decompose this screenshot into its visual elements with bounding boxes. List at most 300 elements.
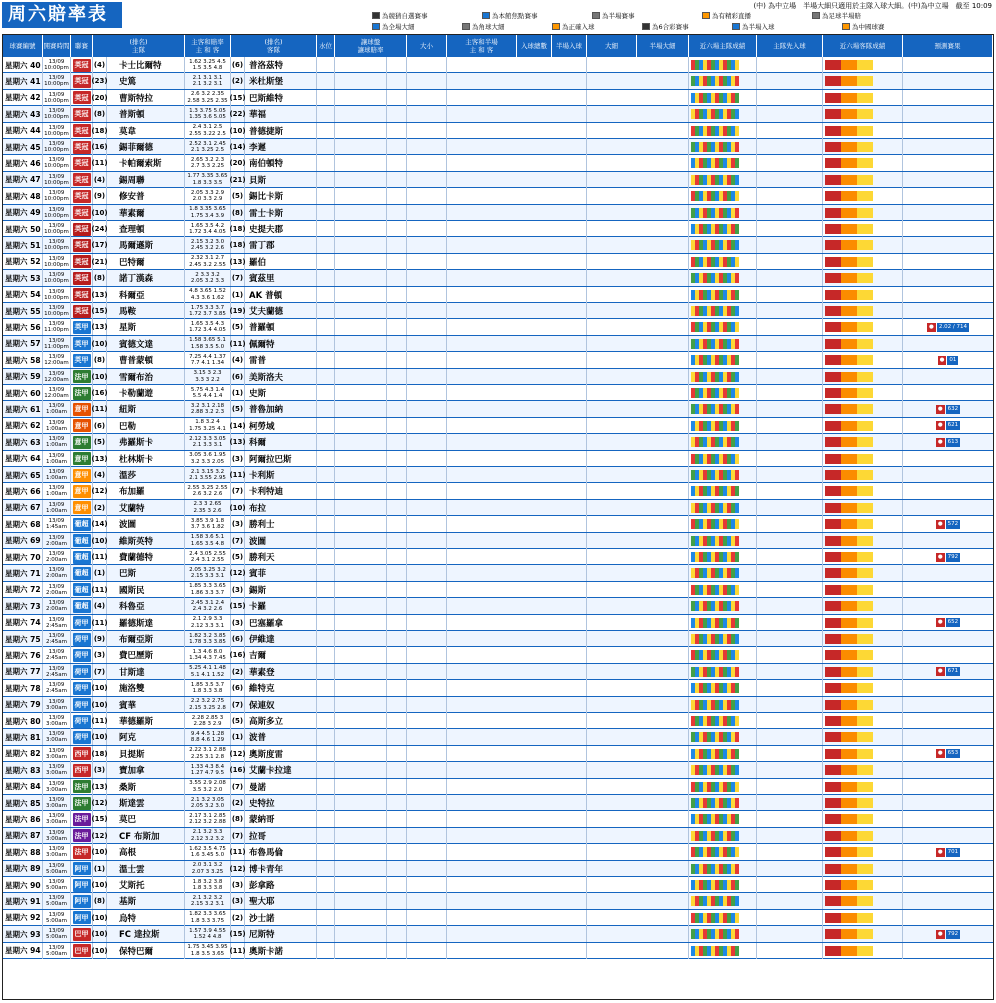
form-stripe [869, 634, 873, 644]
odds-line: 3.05 3.6 1.95 [189, 452, 226, 459]
prediction-tag[interactable] [936, 930, 960, 939]
water-cell [317, 319, 335, 335]
water-cell [317, 582, 335, 598]
prediction-badge-icon: ● [937, 930, 943, 937]
form-stripes [691, 650, 739, 660]
away-rank: (18) [231, 221, 245, 237]
ou-cell [387, 254, 407, 270]
halftime-ou-cell [587, 451, 689, 467]
match-id: 星期六 94 [3, 943, 43, 959]
home-rank: (9) [93, 188, 107, 204]
table-row[interactable] [3, 631, 993, 647]
table-row[interactable] [3, 106, 993, 122]
match-id: 星期六 87 [3, 828, 43, 844]
prediction-cell [903, 746, 993, 762]
form-stripe [869, 782, 873, 792]
kickoff-time [43, 795, 71, 811]
kickoff-time-part: 13/09 [48, 206, 65, 213]
prediction-tag[interactable] [936, 438, 960, 447]
league-cell [71, 188, 93, 204]
water-cell [317, 861, 335, 877]
goals-cell [447, 877, 587, 893]
home-odds [185, 90, 231, 106]
league-badge: 荷甲 [73, 633, 91, 646]
kickoff-time-part: 13/09 [48, 452, 65, 459]
odds-line: 5.75 4.3 1.4 [190, 386, 225, 393]
water-cell [317, 90, 335, 106]
odds-line: 2.25 3.1 2.8 [190, 753, 225, 760]
kickoff-time-part: 10:00pm [44, 163, 69, 170]
form-stripes [691, 683, 739, 693]
table-row[interactable] [3, 401, 993, 417]
kickoff-time [43, 90, 71, 106]
form-stripe [869, 273, 873, 283]
handicap-cell [335, 221, 387, 237]
table-row[interactable] [3, 762, 993, 778]
form-stripes [691, 552, 739, 562]
kickoff-time-part: 13/09 [48, 223, 65, 229]
legend-label: 為本館焦點賽事 [492, 12, 538, 20]
prediction-tag[interactable] [936, 749, 960, 758]
away-rank: (13) [231, 254, 245, 270]
home-team: 科魯亞 [107, 598, 185, 614]
table-row[interactable] [3, 303, 993, 319]
home-odds [185, 795, 231, 811]
goals-cell [447, 795, 587, 811]
away-team: 伊維達 [245, 631, 317, 647]
form-stripe [869, 519, 873, 529]
league-cell [71, 943, 93, 959]
home-odds [185, 893, 231, 909]
table-row[interactable] [3, 549, 993, 565]
table-row[interactable] [3, 270, 993, 286]
match-id: 星期六 49 [3, 205, 43, 221]
first-goal-cell [757, 664, 823, 680]
form-stripes [691, 568, 739, 578]
prediction-cell [903, 647, 993, 663]
first-goal-cell [757, 287, 823, 303]
away-rank: (5) [231, 549, 245, 565]
kickoff-time-part: 1:00am [45, 458, 68, 465]
halftime-odds-cell [407, 90, 447, 106]
table-row[interactable] [3, 205, 993, 221]
league-cell [71, 729, 93, 745]
table-row[interactable] [3, 483, 993, 499]
table-row[interactable] [3, 615, 993, 631]
ou-cell [387, 106, 407, 122]
goals-cell [447, 516, 587, 532]
form-stripes [691, 240, 739, 250]
table-row[interactable] [3, 795, 993, 811]
home-odds [185, 254, 231, 270]
table-row[interactable] [3, 598, 993, 614]
league-badge: 意甲 [73, 469, 91, 482]
halftime-odds-cell [407, 319, 447, 335]
table-row[interactable] [3, 155, 993, 171]
away-form [823, 221, 903, 237]
home-team: 巴特爾 [107, 254, 185, 270]
prediction-tag[interactable] [936, 520, 960, 529]
table-row[interactable] [3, 533, 993, 549]
league-cell [71, 615, 93, 631]
away-form [823, 500, 903, 516]
table-row[interactable] [3, 697, 993, 713]
kickoff-time [43, 516, 71, 532]
home-rank: (10) [93, 926, 107, 942]
match-id: 星期六 54 [3, 287, 43, 303]
table-row[interactable] [3, 139, 993, 155]
goals-cell [447, 729, 587, 745]
home-rank: (10) [93, 680, 107, 696]
form-stripe [735, 864, 739, 874]
water-cell [317, 713, 335, 729]
halftime-odds-cell [407, 287, 447, 303]
odds-line: 2.6 3.2 2.6 [192, 491, 223, 498]
table-row[interactable] [3, 943, 993, 959]
kickoff-time-part: 3:00am [45, 835, 68, 842]
table-row[interactable] [3, 565, 993, 581]
table-row[interactable] [3, 516, 993, 532]
odds-line: 1.65 3.5 4.2 [190, 222, 225, 229]
legend-swatch [732, 23, 740, 30]
league-cell [71, 926, 93, 942]
column-header: 半場大細 [637, 35, 689, 57]
column-header: 大小 [407, 35, 447, 57]
league-cell [71, 861, 93, 877]
water-cell [317, 844, 335, 860]
goals-cell [447, 319, 587, 335]
table-row[interactable] [3, 467, 993, 483]
table-row[interactable] [3, 811, 993, 827]
kickoff-time-part: 13/09 [48, 616, 65, 623]
halftime-odds-cell [407, 434, 447, 450]
prediction-tag[interactable] [936, 848, 960, 857]
prediction-badge-icon: ● [937, 520, 943, 527]
kickoff-time-part: 5:00am [45, 950, 68, 957]
away-form [823, 401, 903, 417]
handicap-cell [335, 664, 387, 680]
form-stripe [869, 831, 873, 841]
match-id: 星期六 91 [3, 893, 43, 909]
away-rank: (5) [231, 401, 245, 417]
away-team: 奧斯卡諾 [245, 943, 317, 959]
prediction-cell [903, 893, 993, 909]
kickoff-time-part: 13/09 [48, 370, 65, 377]
halftime-odds-cell [407, 221, 447, 237]
home-team: 布加羅 [107, 483, 185, 499]
table-row[interactable] [3, 664, 993, 680]
home-odds [185, 221, 231, 237]
ou-cell [387, 844, 407, 860]
home-team: 高根 [107, 844, 185, 860]
league-cell [71, 533, 93, 549]
halftime-odds-cell [407, 631, 447, 647]
table-row[interactable] [3, 172, 993, 188]
water-cell [317, 418, 335, 434]
halftime-ou-cell [587, 631, 689, 647]
away-rank: (1) [231, 729, 245, 745]
table-row[interactable] [3, 352, 993, 368]
goals-cell [447, 369, 587, 385]
form-stripe [869, 864, 873, 874]
halftime-ou-cell [587, 861, 689, 877]
prediction-tag[interactable] [938, 356, 959, 365]
form-stripes [691, 454, 739, 464]
prediction-tag[interactable] [936, 405, 960, 414]
prediction-cell [903, 254, 993, 270]
table-row[interactable] [3, 500, 993, 516]
prediction-badge-icon: ● [929, 323, 934, 330]
match-id: 星期六 89 [3, 861, 43, 877]
table-row[interactable] [3, 319, 993, 335]
halftime-ou-cell [587, 418, 689, 434]
halftime-odds-cell [407, 893, 447, 909]
goals-cell [447, 237, 587, 253]
table-row[interactable] [3, 779, 993, 795]
table-row[interactable] [3, 861, 993, 877]
handicap-cell [335, 877, 387, 893]
water-cell [317, 516, 335, 532]
form-stripe [735, 93, 739, 103]
ou-cell [387, 123, 407, 139]
table-row[interactable] [3, 746, 993, 762]
league-cell [71, 664, 93, 680]
form-stripes [691, 716, 739, 726]
goals-cell [447, 467, 587, 483]
home-form [689, 123, 757, 139]
kickoff-time [43, 188, 71, 204]
form-stripes [691, 847, 739, 857]
goals-cell [447, 926, 587, 942]
form-stripes [825, 60, 873, 70]
prediction-tag[interactable] [936, 667, 960, 676]
away-rank: (20) [231, 155, 245, 171]
form-stripe [869, 749, 873, 759]
league-cell [71, 73, 93, 89]
table-row[interactable] [3, 57, 993, 73]
kickoff-time-part: 12:00am [44, 376, 69, 383]
home-odds [185, 401, 231, 417]
table-row[interactable] [3, 926, 993, 942]
away-rank: (22) [231, 106, 245, 122]
form-stripes [825, 454, 873, 464]
kickoff-time-part: 13/09 [48, 157, 65, 164]
away-team: 普德捷斯 [245, 123, 317, 139]
water-cell [317, 139, 335, 155]
kickoff-time-part: 13/09 [48, 469, 65, 475]
goals-cell [447, 598, 587, 614]
goals-cell [447, 713, 587, 729]
halftime-odds-cell [407, 844, 447, 860]
odds-line: 1.34 4.3 7.45 [189, 655, 226, 662]
prediction-cell [903, 500, 993, 516]
odds-line: 1.8 3.3 3.75 [190, 917, 225, 924]
prediction-cell [903, 713, 993, 729]
halftime-ou-cell [587, 172, 689, 188]
league-cell [71, 172, 93, 188]
form-stripes [691, 437, 739, 447]
table-row[interactable] [3, 90, 993, 106]
first-goal-cell [757, 188, 823, 204]
legend-swatch [642, 23, 650, 30]
table-row[interactable] [3, 910, 993, 926]
kickoff-time-part: 3:00am [45, 770, 68, 777]
away-form [823, 861, 903, 877]
match-id: 星期六 46 [3, 155, 43, 171]
handicap-cell [335, 90, 387, 106]
league-cell [71, 516, 93, 532]
league-cell [71, 336, 93, 352]
prediction-cell [903, 598, 993, 614]
away-rank: (12) [231, 746, 245, 762]
away-rank: (16) [231, 647, 245, 663]
form-stripes [691, 749, 739, 759]
kickoff-time [43, 467, 71, 483]
table-row[interactable] [3, 713, 993, 729]
home-team: 星斯 [107, 319, 185, 335]
table-row[interactable] [3, 729, 993, 745]
home-rank: (10) [93, 943, 107, 959]
prediction-cell [903, 385, 993, 401]
ou-cell [387, 73, 407, 89]
form-stripes [691, 322, 739, 332]
table-row[interactable] [3, 221, 993, 237]
table-row[interactable] [3, 418, 993, 434]
table-row[interactable] [3, 434, 993, 450]
kickoff-time [43, 549, 71, 565]
table-row[interactable] [3, 582, 993, 598]
form-stripes [825, 864, 873, 874]
kickoff-time-part: 13/09 [48, 288, 65, 295]
odds-line: 2.7 3.3 2.25 [190, 163, 225, 170]
away-form [823, 615, 903, 631]
kickoff-time-part: 13/09 [48, 419, 65, 426]
away-team: 阿爾拉巴斯 [245, 451, 317, 467]
table-row[interactable] [3, 287, 993, 303]
kickoff-time [43, 811, 71, 827]
table-row[interactable] [3, 188, 993, 204]
kickoff-time-part: 3:00am [45, 852, 68, 859]
handicap-cell [335, 910, 387, 926]
form-stripe [869, 421, 873, 431]
away-form [823, 237, 903, 253]
prediction-tag[interactable] [936, 421, 960, 430]
form-stripes [691, 404, 739, 414]
handicap-cell [335, 631, 387, 647]
table-row[interactable] [3, 336, 993, 352]
header [0, 0, 996, 34]
form-stripe [735, 372, 739, 382]
away-form [823, 90, 903, 106]
table-row[interactable] [3, 844, 993, 860]
kickoff-time-part: 2:00am [45, 540, 68, 547]
table-row[interactable] [3, 369, 993, 385]
home-form [689, 188, 757, 204]
table-row[interactable] [3, 385, 993, 401]
table-row[interactable] [3, 828, 993, 844]
kickoff-time [43, 336, 71, 352]
home-form [689, 139, 757, 155]
water-cell [317, 664, 335, 680]
table-row[interactable] [3, 647, 993, 663]
first-goal-cell [757, 910, 823, 926]
table-row[interactable] [3, 123, 993, 139]
halftime-ou-cell [587, 647, 689, 663]
ou-cell [387, 270, 407, 286]
home-rank: (1) [93, 861, 107, 877]
table-row[interactable] [3, 254, 993, 270]
legend-label: 為足球半場賠 [822, 12, 861, 20]
handicap-cell [335, 565, 387, 581]
goals-cell [447, 811, 587, 827]
halftime-odds-cell [407, 615, 447, 631]
prediction-cell [903, 287, 993, 303]
table-row[interactable] [3, 893, 993, 909]
halftime-ou-cell [587, 598, 689, 614]
legend-label: 為角球大細 [472, 23, 505, 31]
prediction-tag[interactable] [927, 323, 969, 332]
match-id: 星期六 55 [3, 303, 43, 319]
halftime-ou-cell [587, 401, 689, 417]
away-form [823, 270, 903, 286]
table-row[interactable] [3, 877, 993, 893]
prediction-tag[interactable] [936, 618, 960, 627]
form-stripe [869, 290, 873, 300]
kickoff-time [43, 319, 71, 335]
form-stripe [869, 847, 873, 857]
odds-line: 2.45 3.2 2.6 [190, 245, 225, 252]
form-stripes [691, 929, 739, 939]
home-odds [185, 746, 231, 762]
kickoff-time-part: 13/09 [48, 173, 65, 180]
table-row[interactable] [3, 680, 993, 696]
goals-cell [447, 565, 587, 581]
away-team: 南伯頓特 [245, 155, 317, 171]
table-row[interactable] [3, 73, 993, 89]
form-stripe [869, 700, 873, 710]
home-odds [185, 615, 231, 631]
away-rank: (2) [231, 73, 245, 89]
form-stripes [691, 503, 739, 513]
league-cell [71, 811, 93, 827]
prediction-tag[interactable] [936, 553, 960, 562]
halftime-odds-cell [407, 877, 447, 893]
handicap-cell [335, 828, 387, 844]
form-stripes [691, 913, 739, 923]
form-stripe [735, 782, 739, 792]
table-row[interactable] [3, 451, 993, 467]
league-badge: 巴甲 [73, 928, 91, 941]
table-row[interactable] [3, 237, 993, 253]
home-rank: (5) [93, 434, 107, 450]
kickoff-time-part: 13/09 [48, 813, 65, 820]
prediction-cell [903, 664, 993, 680]
away-form [823, 533, 903, 549]
goals-cell [447, 352, 587, 368]
halftime-ou-cell [587, 549, 689, 565]
match-id: 星期六 72 [3, 582, 43, 598]
water-cell [317, 910, 335, 926]
away-team: 卡利斯 [245, 467, 317, 483]
kickoff-time-part: 13/09 [48, 272, 65, 279]
halftime-odds-cell [407, 795, 447, 811]
kickoff-time-part: 2:45am [45, 688, 68, 695]
league-cell [71, 467, 93, 483]
home-team: 卡帕爾索斯 [107, 155, 185, 171]
home-rank: (10) [93, 877, 107, 893]
away-team: 華素登 [245, 664, 317, 680]
odds-line: 1.8 3.2 4 [195, 419, 220, 426]
